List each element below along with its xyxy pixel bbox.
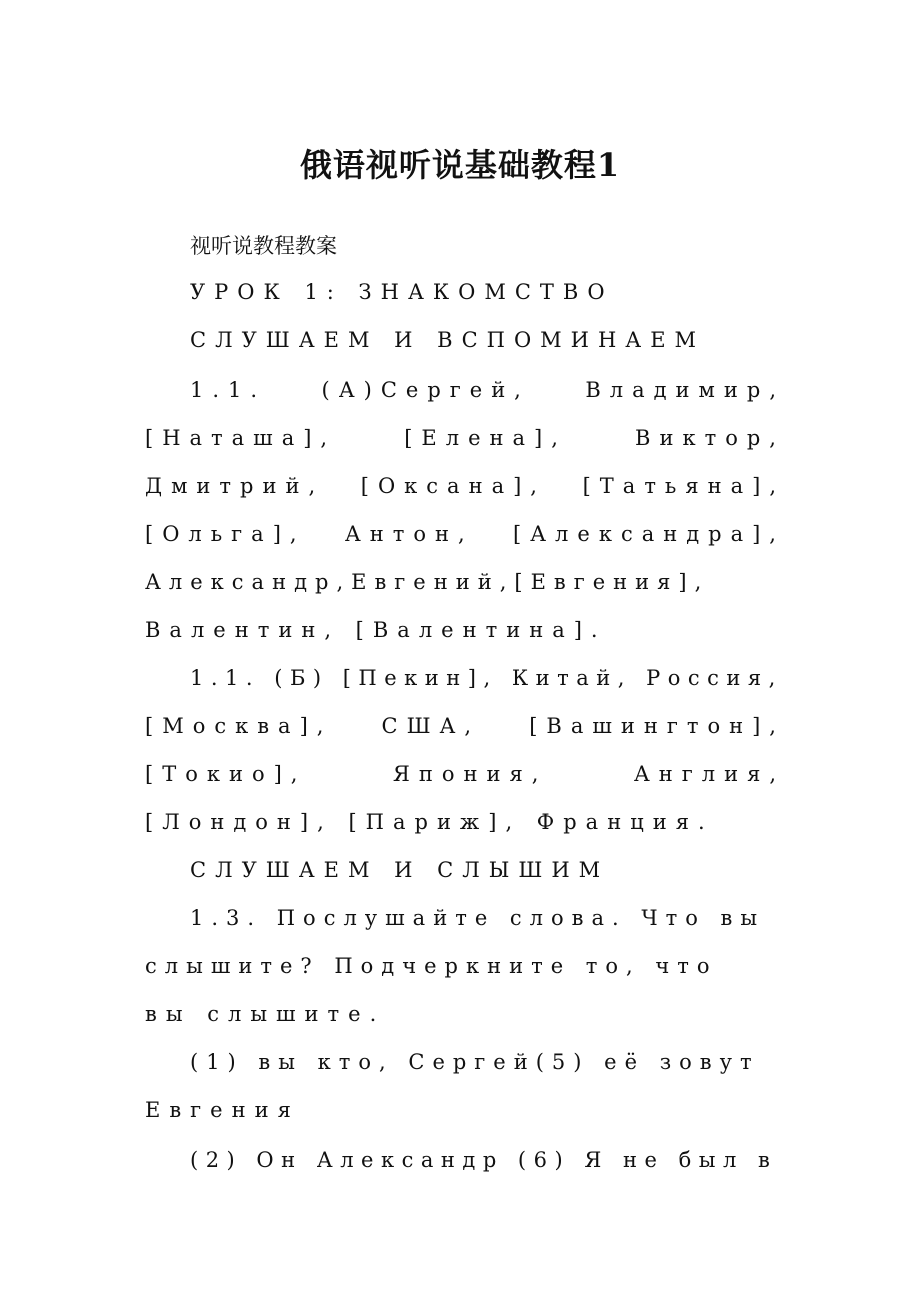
text-segment: [Вашингтон], [529, 714, 785, 738]
text-segment: [Александра], [512, 522, 785, 546]
text-segment: (А)Сергей, [321, 378, 530, 402]
ex-1-1a-line-3 [145, 474, 785, 498]
ex-1-3-line-3: вы слышите. [145, 1002, 386, 1026]
text-segment: слышите? Подчеркните то, что [145, 954, 718, 978]
ex-1-1a-line-6: Валентин, [Валентина]. [145, 618, 607, 642]
ex-1-1a-line-5 [145, 570, 785, 594]
document-title: 俄语视听说基础教程1 [299, 146, 621, 184]
ex-1-1a-line-4 [145, 522, 785, 546]
text-segment: Дмитрий, [145, 474, 325, 498]
items-line-3 [190, 1148, 785, 1172]
document-subtitle: 视听说教程教案 [190, 234, 337, 258]
section-heading-listen-remember: СЛУШАЕМ И ВСПОМИНАЕМ [190, 328, 706, 352]
ex-1-1b-line-3 [145, 762, 785, 786]
text-segment: [Москва], [145, 714, 333, 738]
text-segment: Владимир, [585, 378, 785, 402]
ex-1-1b-line-2 [145, 714, 785, 738]
text-segment: [Токио], [145, 762, 307, 786]
text-segment: [Оксана], [360, 474, 546, 498]
text-segment: 1.1. [190, 378, 267, 402]
text-segment: Александр,Евгений,[Евгения], [145, 570, 710, 594]
ex-1-1a-line-1 [190, 378, 785, 402]
text-segment: [Ольга], [145, 522, 306, 546]
ex-1-1b-line-4: [Лондон], [Париж], Франция. [145, 810, 714, 834]
lesson-heading: УРОК 1: ЗНАКОМСТВО [190, 280, 614, 304]
text-segment: Виктор, [635, 426, 785, 450]
text-segment: 1.3. Послушайте слова. Что вы [190, 906, 766, 930]
text-segment: Англия, [633, 762, 785, 786]
text-segment: (1) вы кто, Сергей(5) её зовут [190, 1050, 760, 1074]
text-segment: США, [381, 714, 481, 738]
text-segment: [Елена], [404, 426, 567, 450]
text-segment: (2) Он Александр (6) Я не был в [190, 1148, 778, 1172]
ex-1-3-line-2 [145, 954, 785, 978]
items-line-1 [190, 1050, 785, 1074]
text-segment: [Наташа], [145, 426, 337, 450]
ex-1-1a-line-2 [145, 426, 785, 450]
section-heading-listen-hear: СЛУШАЕМ И СЛЫШИМ [190, 858, 610, 882]
text-segment: Япония, [392, 762, 548, 786]
text-segment: [Татьяна], [582, 474, 785, 498]
ex-1-1b-line-1 [190, 666, 785, 690]
items-line-2: Евгения [145, 1098, 300, 1122]
ex-1-3-line-1 [190, 906, 785, 930]
text-segment: Антон, [344, 522, 474, 546]
text-segment: 1.1. (Б) [Пекин], Китай, Россия, [190, 666, 783, 690]
